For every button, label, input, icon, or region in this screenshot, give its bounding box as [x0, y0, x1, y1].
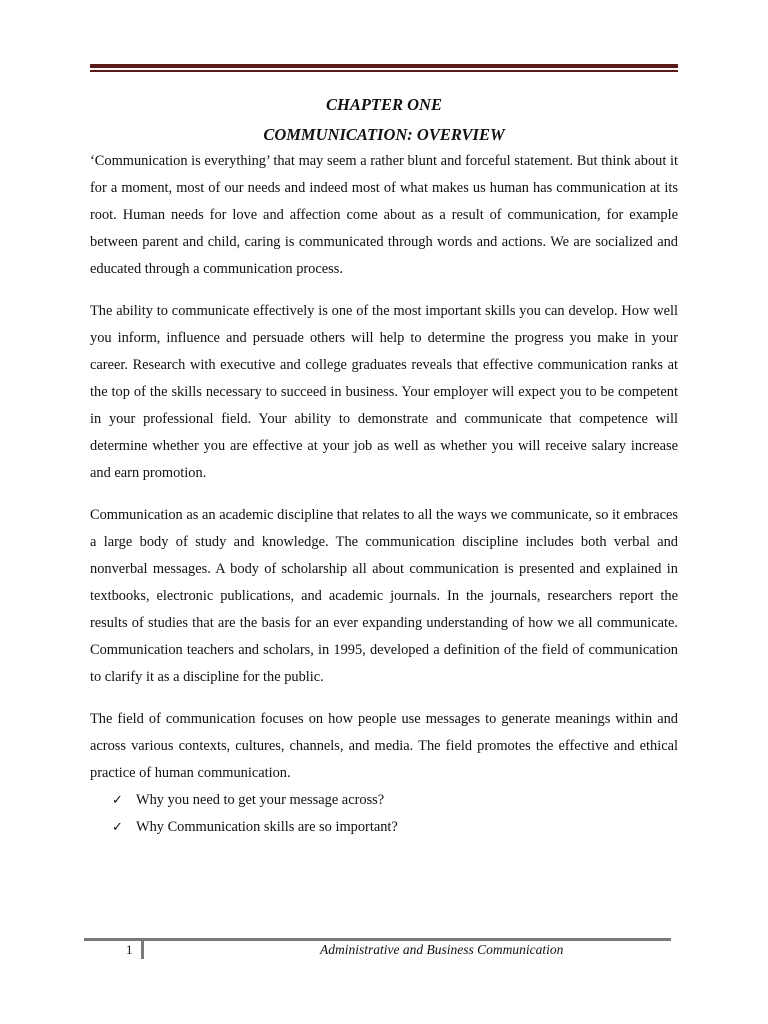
- checklist-item-text: Why you need to get your message across?: [136, 792, 385, 808]
- paragraph-3: Communication as an academic discipline that relates to all the ways we communicate, so it embraces a large body of study and knowledge. The communication discipline includes both verbal and nonverbal messages. A body of scholarship all about communication is presented and explained in textbooks, electronic publications, and academic journals. In the journals, researchers report the results of studies that are the basis for an ever expanding understanding of how we all communicate. Communication teachers and scholars, in 1995, developed a definition of the field of communication to clarify it as a discipline for the public.: [90, 507, 678, 685]
- paragraph-4: The field of communication focuses on how people use messages to generate meanings within and across various contexts, cultures, channels, and media. The field promotes the effective and ethical practice of human communication.: [90, 711, 678, 781]
- checklist-item: [112, 787, 678, 814]
- chapter-subtitle: COMMUNICATION: OVERVIEW: [263, 125, 505, 144]
- checklist-item: [112, 814, 678, 841]
- header-double-rule: [90, 64, 678, 73]
- check-icon: ✓: [112, 820, 123, 835]
- page-number: 1: [126, 942, 133, 957]
- paragraph-1: ‘Communication is everything’ that may seem a rather blunt and forceful statement. But think about it for a moment, most of our needs and indeed most of what makes us human has communication at its root. Human needs for love and affection come about as a result of communication, for example between parent and child, caring is communicated through words and actions. We are socialized and educated through a communication process.: [90, 153, 678, 277]
- check-icon: ✓: [112, 793, 123, 808]
- paragraph-2: The ability to communicate effectively is one of the most important skills you can develop. How well you inform, influence and persuade others will help to determine the progress you make in your career. Research with executive and college graduates reveals that effective communication ranks at the top of the skills necessary to succeed in business. Your employer will expect you to be competent in your professional field. Your ability to demonstrate and communicate that competence will determine whether you are effective at your job as well as whether you will receive salary increase and earn promotion.: [90, 303, 678, 481]
- running-title: Administrative and Business Communication: [320, 942, 564, 957]
- header-rule-thick: [90, 64, 678, 68]
- header-rule-thin: [90, 70, 678, 72]
- question-checklist: [90, 787, 678, 841]
- footer-divider: [141, 941, 144, 959]
- chapter-title: CHAPTER ONE: [326, 95, 442, 114]
- checklist-item-text: Why Communication skills are so important?: [136, 819, 398, 835]
- page-content: [90, 92, 678, 841]
